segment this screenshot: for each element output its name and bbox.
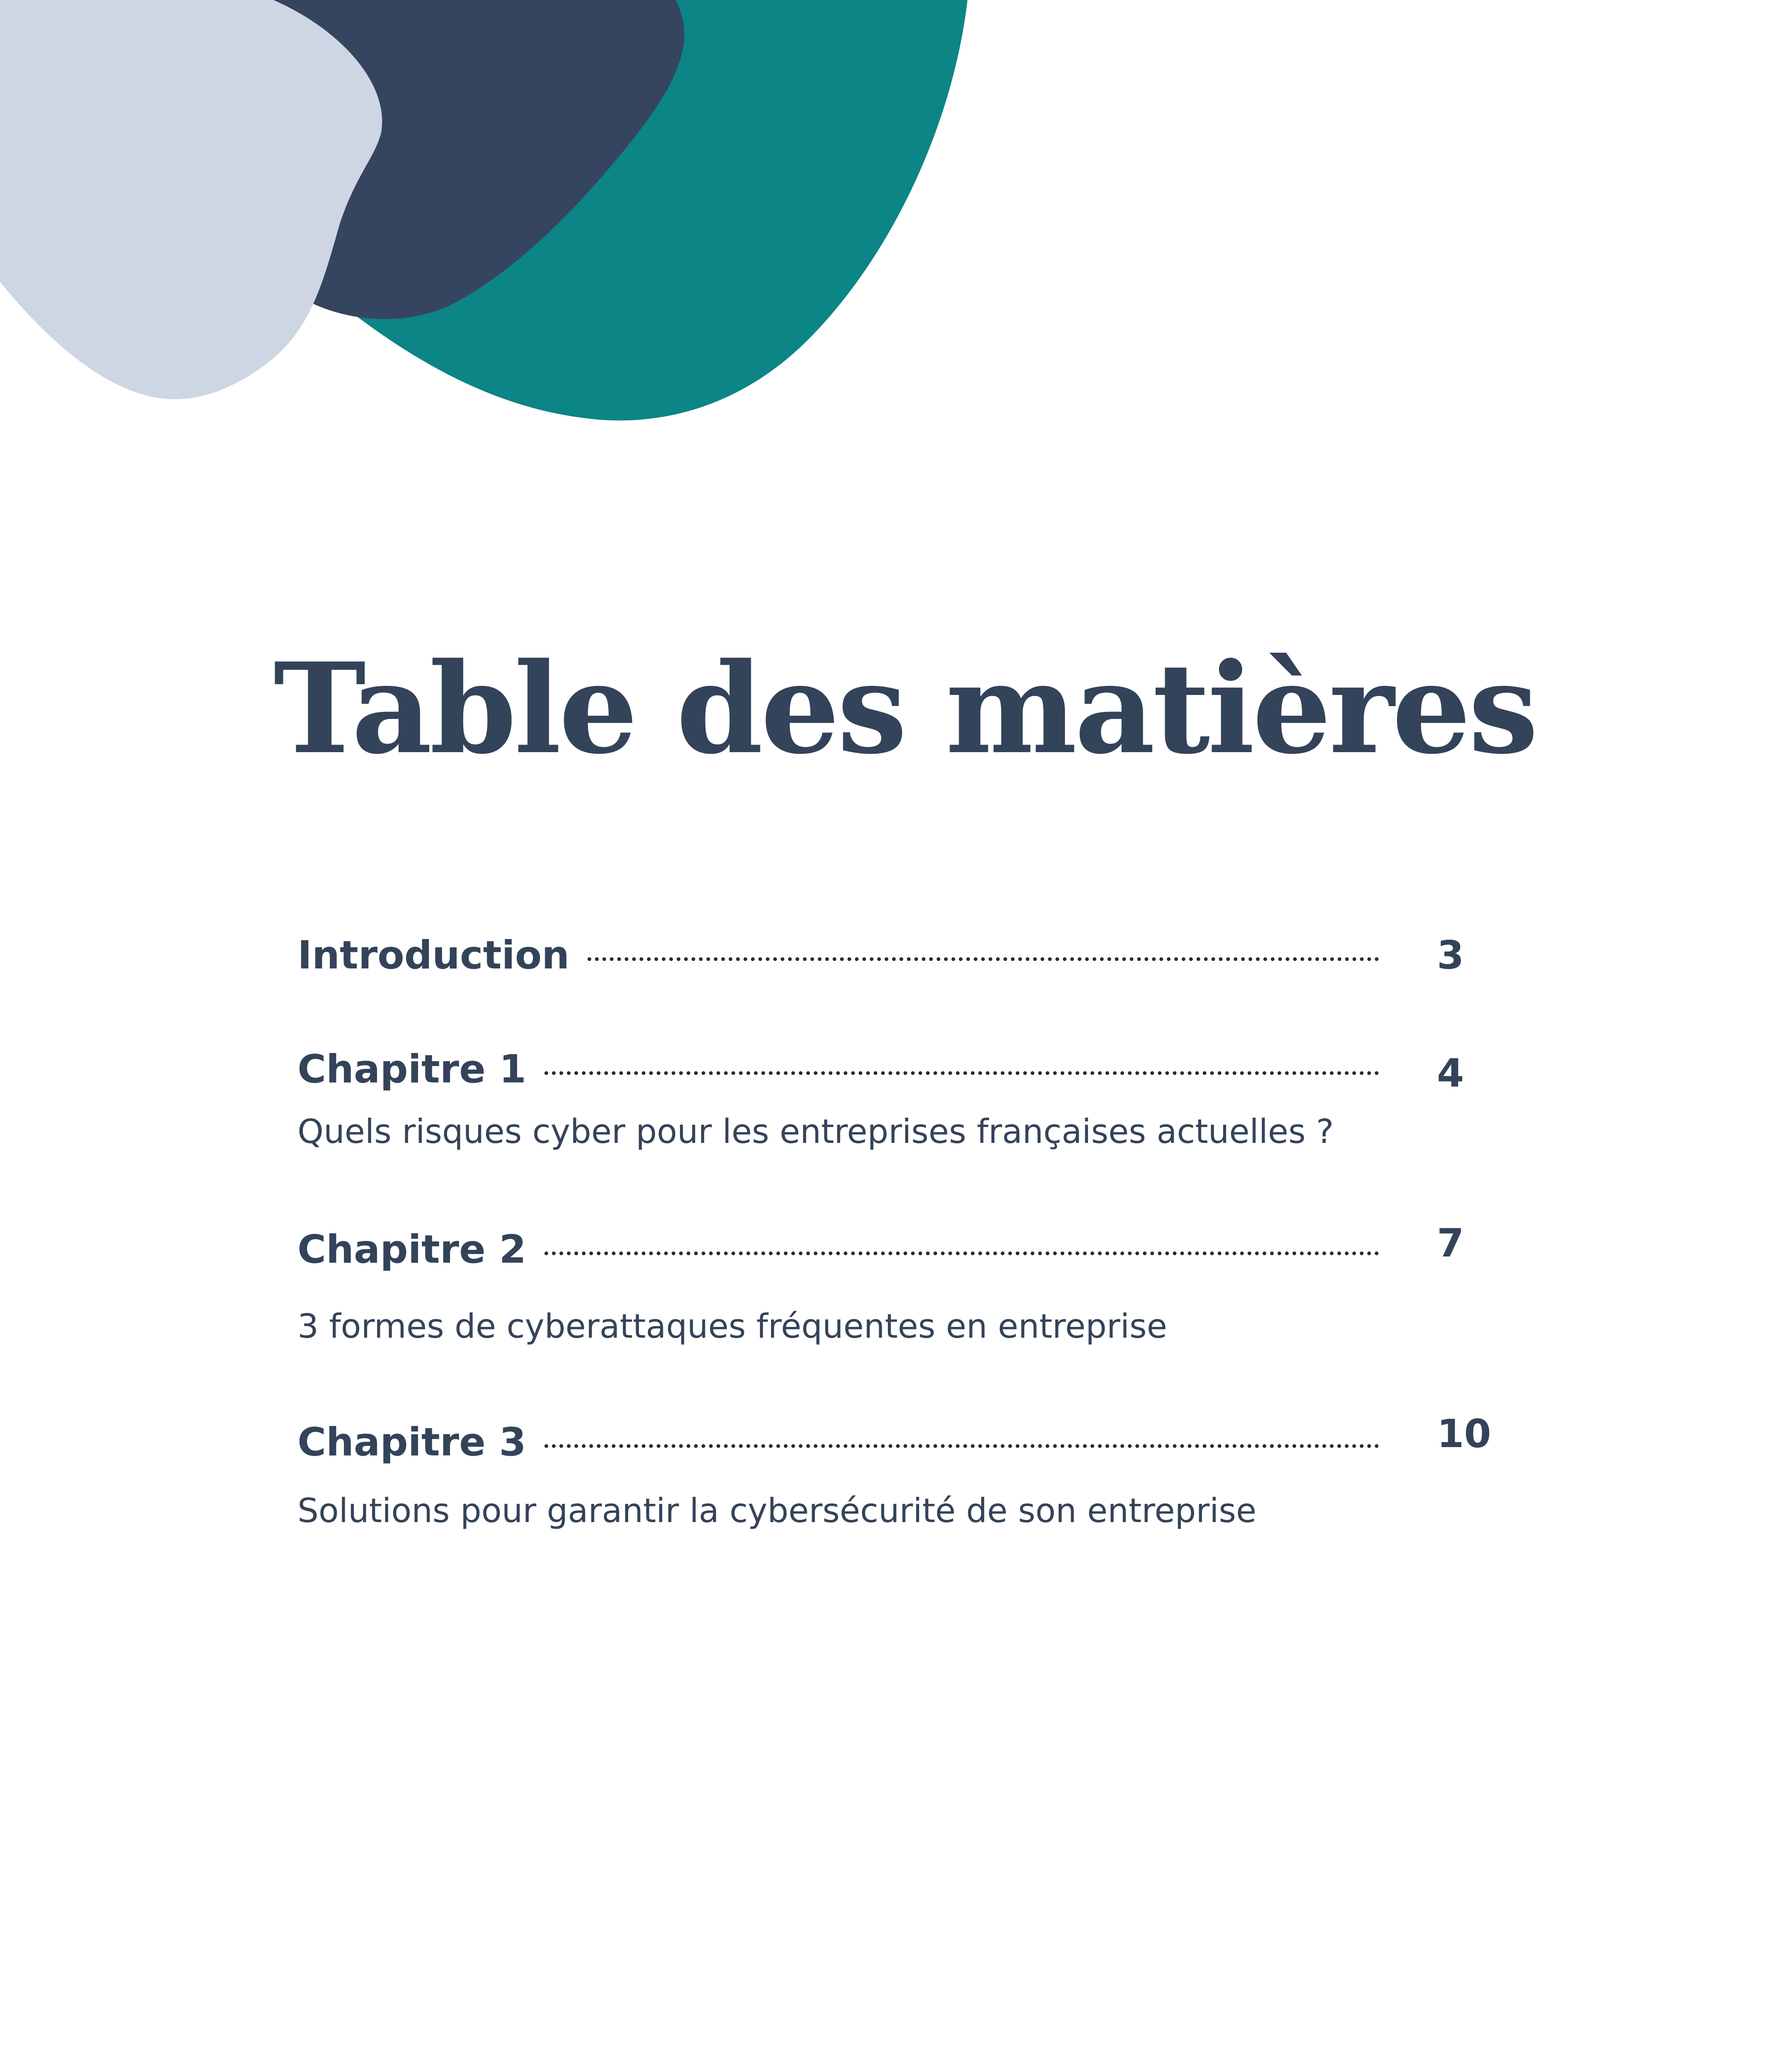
toc-page-number: 10	[1437, 1411, 1491, 1457]
toc-entry-introduction[interactable]	[297, 932, 1464, 979]
toc-entry-label: Chapitre 2	[297, 1227, 527, 1272]
toc-page-number: 3	[1437, 933, 1464, 978]
toc-entry-label: Chapitre 3	[297, 1420, 527, 1465]
light-gray-blob	[0, 0, 382, 399]
dotted-leader	[544, 1071, 1379, 1075]
toc-entry-chapitre-3[interactable]	[297, 1411, 1491, 1531]
toc-entry-subtitle: Quels risques cyber pour les entreprises françaises actuelles ?	[297, 1112, 1334, 1151]
dotted-leader	[544, 1251, 1379, 1255]
toc-page-number: 7	[1437, 1221, 1464, 1266]
toc-page-number: 4	[1437, 1051, 1464, 1096]
dotted-leader	[544, 1444, 1379, 1448]
toc-entry-chapitre-2[interactable]	[297, 1221, 1464, 1346]
toc-entry-subtitle: 3 formes de cyberattaques fréquentes en entreprise	[297, 1307, 1167, 1346]
decorative-blobs	[0, 0, 994, 435]
toc-entry-label: Chapitre 1	[297, 1047, 527, 1092]
page-title: Table des matières	[273, 635, 1536, 782]
dotted-leader	[588, 957, 1379, 961]
toc-entry-label: Introduction	[297, 933, 570, 978]
toc-entry-subtitle: Solutions pour garantir la cybersécurité de son entreprise	[297, 1491, 1257, 1530]
toc-entry-chapitre-1[interactable]	[297, 1046, 1464, 1152]
